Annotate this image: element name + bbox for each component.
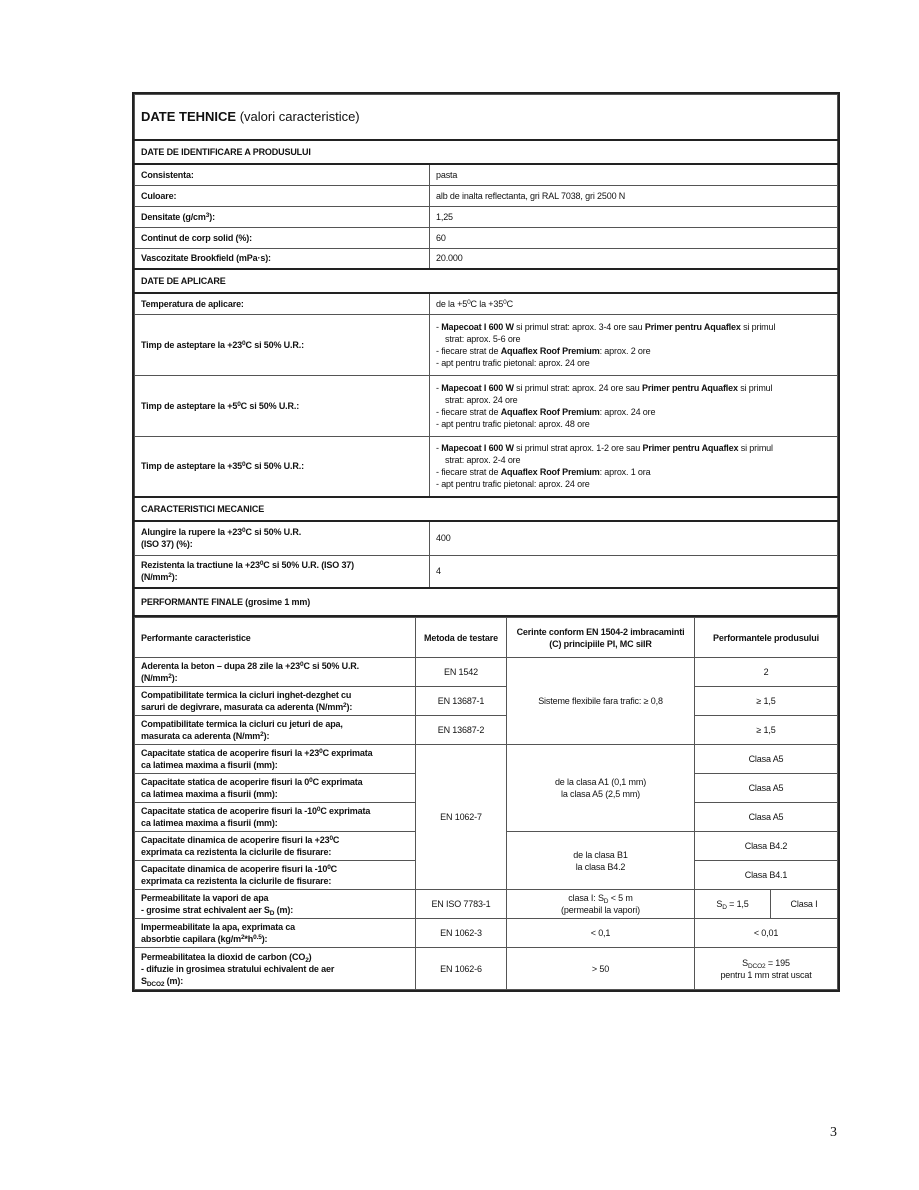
row-value: 400: [430, 521, 838, 555]
text-segment: 3: [205, 211, 210, 219]
text-segment: si primul strat: aprox. 3-4 ore sau: [513, 321, 645, 332]
perf-requirement: [507, 890, 695, 919]
row-label: [135, 521, 430, 555]
text-segment: 0: [242, 339, 246, 347]
text-segment: Impermeabilitate la apa, exprimata ca: [141, 922, 296, 932]
perf-method: EN 13687-1: [416, 687, 507, 716]
text-segment: ca latimea maxima a fisurii (mm):: [141, 789, 278, 799]
row-value: alb de inalta reflectanta, gri RAL 7038, gri 2500 N: [430, 185, 838, 206]
text-segment: Culoare:: [141, 190, 177, 201]
perf-method: EN 1542: [416, 658, 507, 687]
text-segment: Aquaflex Roof Premium: [500, 345, 600, 356]
text-segment: C si 50% U.R.:: [240, 400, 300, 411]
text-segment: 2: [343, 702, 347, 709]
text-segment: si primul: [737, 382, 773, 393]
text-segment: = 195: [765, 957, 790, 968]
text-segment: 0: [327, 864, 331, 871]
text-segment: Aquaflex Roof Premium: [500, 406, 600, 417]
text-segment: exprimata ca rezistenta la ciclurile de fisurare:: [141, 847, 332, 857]
perf-label: [135, 716, 416, 745]
text-segment: clasa I: S: [568, 893, 604, 903]
text-segment: (N/mm: [141, 572, 169, 583]
row-value: [430, 436, 838, 497]
text-segment: ): [308, 951, 312, 962]
text-segment: 0.5: [253, 934, 262, 941]
text-segment: 0: [503, 298, 507, 306]
perf-requirement: [507, 919, 695, 948]
perf-label: [135, 803, 416, 832]
perf-method: EN 13687-2: [416, 716, 507, 745]
row-label: [135, 555, 430, 588]
text-segment: Compatibilitate termica la cicluri inghet-dezghet cu: [141, 690, 352, 700]
text-segment: C si 50% U.R.: [245, 527, 302, 538]
text-segment: ca latimea maxima a fisurii (mm):: [141, 818, 278, 828]
text-segment: 0: [237, 400, 241, 408]
text-line: [436, 478, 831, 490]
text-segment: ):: [263, 731, 270, 741]
perf-requirement: [507, 658, 695, 745]
perf-label: [135, 745, 416, 774]
text-segment: S: [716, 899, 723, 909]
text-segment: - fiecare strat de: [436, 467, 501, 478]
text-segment: : aprox. 2 ore: [599, 345, 651, 356]
text-segment: < 0,1: [590, 928, 611, 938]
text-segment: - fiecare strat de: [436, 345, 501, 356]
text-segment: 0: [299, 661, 304, 668]
col-header-characteristic: Performante caracteristice: [135, 618, 416, 658]
row-label: Temperatura de aplicare:: [135, 293, 430, 314]
text-segment: de la +5: [436, 298, 468, 309]
perf-method: EN 1062-6: [416, 948, 507, 990]
col-header-requirements: Cerinte conform EN 1504-2 imbracaminti (C) principiile PI, MC siIR: [507, 618, 695, 658]
text-segment: Permeabilitate la vapori de apa: [141, 893, 269, 903]
technical-data-table: [132, 92, 840, 992]
text-line: [436, 321, 831, 333]
text-segment: 0: [467, 298, 471, 306]
perf-requirement: [507, 745, 695, 832]
perf-label: [135, 832, 416, 861]
text-segment: Consistenta:: [141, 169, 194, 180]
text-segment: DCO2: [748, 962, 766, 970]
row-value: 1,25: [430, 206, 838, 227]
row-label: [135, 227, 430, 248]
text-segment: saruri de degivrare, masurata ca aderenta (N/mm: [141, 702, 344, 712]
text-segment: : aprox. 24 ore: [599, 406, 656, 417]
perf-method: EN ISO 7783-1: [416, 890, 507, 919]
text-segment: -: [436, 321, 442, 332]
text-segment: strat: aprox. 5-6 ore: [445, 333, 521, 344]
text-segment: de la clasa A1 (0,1 mm): [554, 777, 647, 787]
text-segment: strat: aprox. 2-4 ore: [445, 455, 521, 466]
text-segment: Timp de asteptare la +5: [141, 400, 238, 411]
text-segment: ):: [171, 673, 178, 683]
text-segment: > 50: [591, 963, 610, 974]
text-segment: 2: [168, 572, 172, 580]
col-header-performance: Performantele produsului: [695, 618, 838, 658]
row-label: [135, 314, 430, 375]
text-segment: - difuzie in grosimea stratului echivalent de aer: [141, 963, 335, 974]
row-label: [135, 375, 430, 436]
text-segment: (m):: [274, 905, 294, 915]
perf-result-class: Clasa I: [771, 890, 838, 919]
text-segment: C la +35: [470, 298, 504, 309]
text-segment: pentru 1 mm strat uscat: [720, 969, 812, 980]
perf-result: [695, 948, 838, 990]
text-segment: Sisteme flexibile fara trafic: ≥ 0,8: [538, 696, 663, 706]
text-segment: Timp de asteptare la +35: [141, 461, 243, 472]
text-segment: - grosime strat echivalent aer S: [141, 905, 270, 915]
text-segment: Capacitate dinamica de acoperire fisuri la -10: [141, 864, 328, 874]
row-label: [135, 436, 430, 497]
text-segment: Primer pentru Aquaflex: [641, 382, 738, 393]
section-identification: DATE DE IDENTIFICARE A PRODUSULUI: [135, 140, 838, 164]
row-label: [135, 164, 430, 185]
text-segment: 0: [259, 560, 264, 568]
text-segment: D: [722, 904, 727, 911]
text-segment: Compatibilitate termica la cicluri cu jeturi de apa,: [141, 719, 343, 729]
page-number: 3: [830, 1125, 837, 1140]
perf-label: [135, 861, 416, 890]
text-segment: Aderenta la beton – dupa 28 zile la +23: [141, 661, 300, 671]
text-segment: Primer pentru Aquaflex: [642, 443, 739, 454]
row-value: 20.000: [430, 248, 838, 269]
perf-result: Clasa A5: [695, 774, 838, 803]
text-segment: - apt pentru trafic pietonal: aprox. 24 ore: [436, 357, 590, 368]
text-line: [436, 418, 831, 430]
perf-method: EN 1062-3: [416, 919, 507, 948]
text-segment: ):: [261, 934, 268, 944]
text-segment: < 5 m: [608, 893, 633, 903]
text-segment: 0: [319, 748, 323, 755]
text-segment: 0: [309, 777, 313, 784]
text-segment: Capacitate statica de acoperire fisuri la +23: [141, 748, 320, 758]
section-mechanical: CARACTERISTICI MECANICE: [135, 497, 838, 521]
row-label: [135, 185, 430, 206]
text-segment: exprimata ca rezistenta la ciclurile de fisurare:: [141, 876, 332, 886]
perf-result: Clasa A5: [695, 803, 838, 832]
row-label: [135, 248, 430, 269]
text-segment: Primer pentru Aquaflex: [644, 321, 741, 332]
text-segment: C: [330, 864, 338, 874]
text-line: [436, 345, 831, 357]
text-segment: masurata ca aderenta (N/mm: [141, 731, 261, 741]
text-segment: 2: [305, 956, 309, 964]
row-value: pasta: [430, 164, 838, 185]
text-segment: si primul: [740, 321, 776, 332]
text-line: [436, 454, 831, 466]
text-segment: (N/mm: [141, 673, 169, 683]
text-line: [436, 406, 831, 418]
text-segment: S: [141, 975, 147, 986]
text-segment: S: [742, 957, 748, 968]
row-value: 60: [430, 227, 838, 248]
text-segment: Mapecoat I 600 W: [441, 443, 514, 454]
text-segment: C exprimata: [320, 806, 371, 816]
section-application: DATE DE APLICARE: [135, 269, 838, 293]
text-line: [436, 394, 831, 406]
text-segment: 0: [242, 527, 246, 535]
perf-label: [135, 774, 416, 803]
perf-result: Clasa B4.2: [695, 832, 838, 861]
text-segment: - apt pentru trafic pietonal: aprox. 24 ore: [436, 479, 590, 490]
text-segment: = 1,5: [726, 899, 749, 909]
text-segment: Vascozitate Brookfield (mPa·s):: [141, 253, 271, 264]
perf-requirement: [507, 948, 695, 990]
perf-label: [135, 687, 416, 716]
text-segment: Capacitate statica de acoperire fisuri la -10: [141, 806, 317, 816]
text-segment: (permeabil la vapori): [561, 905, 640, 915]
text-segment: Permeabilitatea la dioxid de carbon (CO: [141, 951, 306, 962]
perf-result: Clasa B4.1: [695, 861, 838, 890]
text-segment: C exprimata: [322, 748, 373, 758]
row-label: [135, 206, 430, 227]
text-segment: C exprimata: [312, 777, 363, 787]
text-segment: Alungire la rupere la +23: [141, 527, 243, 538]
row-value: [430, 293, 838, 314]
text-segment: C: [506, 298, 513, 309]
text-segment: C: [332, 835, 340, 845]
text-segment: ):: [171, 572, 178, 583]
text-segment: Mapecoat I 600 W: [441, 382, 514, 393]
perf-requirement: [507, 832, 695, 890]
perf-result: 2: [695, 658, 838, 687]
row-value: [430, 314, 838, 375]
text-segment: 0: [329, 835, 333, 842]
performance-header-rest: (grosime 1 mm): [242, 597, 311, 607]
text-segment: si primul strat: aprox. 24 ore sau: [513, 382, 642, 393]
text-segment: C si 50% U.R.: [303, 661, 360, 671]
perf-result: ≥ 1,5: [695, 716, 838, 745]
text-segment: absorbtie capilara (kg/m: [141, 934, 241, 944]
text-line: [436, 357, 831, 369]
title-bold: DATE TEHNICE: [141, 109, 237, 124]
text-segment: C si 50% U.R.:: [245, 339, 304, 350]
text-segment: Timp de asteptare la +23: [141, 339, 243, 350]
text-segment: la clasa A5 (2,5 mm): [560, 789, 641, 799]
text-segment: 2: [260, 731, 264, 738]
perf-label: [135, 948, 416, 990]
performance-header-bold: PERFORMANTE FINALE: [141, 597, 243, 607]
text-segment: de la clasa B1: [573, 849, 628, 860]
text-segment: ):: [346, 702, 353, 712]
text-line: [436, 466, 831, 478]
row-value: 4: [430, 555, 838, 588]
title-rest: (valori caracteristice): [236, 109, 360, 124]
text-segment: la clasa B4.2: [575, 861, 626, 872]
text-segment: 2: [168, 673, 172, 680]
section-performance: [135, 588, 838, 616]
text-line: [436, 382, 831, 394]
text-segment: -: [436, 443, 442, 454]
text-segment: : aprox. 1 ora: [599, 467, 651, 478]
text-segment: strat: aprox. 24 ore: [445, 394, 518, 405]
text-segment: (ISO 37) (%):: [141, 539, 193, 550]
text-segment: D: [603, 898, 609, 905]
table-title: [135, 95, 838, 141]
perf-method: EN 1062-7: [416, 745, 507, 890]
text-segment: Aquaflex Roof Premium: [500, 467, 600, 478]
text-segment: Capacitate dinamica de acoperire fisuri la +23: [141, 835, 330, 845]
text-line: [436, 333, 831, 345]
text-segment: 2: [240, 934, 245, 941]
perf-label: [135, 658, 416, 687]
perf-result: ≥ 1,5: [695, 687, 838, 716]
text-segment: 0: [242, 461, 246, 469]
text-segment: Mapecoat I 600 W: [441, 321, 514, 332]
text-segment: (m):: [164, 975, 184, 986]
col-header-method: Metoda de testare: [416, 618, 507, 658]
text-line: [436, 442, 831, 454]
perf-result: [695, 890, 771, 919]
perf-label: [135, 919, 416, 948]
text-segment: - fiecare strat de: [436, 406, 501, 417]
text-segment: - apt pentru trafic pietonal: aprox. 48 ore: [436, 418, 590, 429]
perf-label: [135, 890, 416, 919]
text-segment: Densitate (g/cm: [141, 211, 206, 222]
text-segment: Rezistenta la tractiune la +23: [141, 560, 260, 571]
text-segment: si primul strat aprox. 1-2 ore sau: [513, 443, 643, 454]
row-value: [430, 375, 838, 436]
text-segment: -: [436, 382, 442, 393]
text-segment: Capacitate statica de acoperire fisuri la 0: [141, 777, 310, 787]
text-segment: *h: [244, 934, 254, 944]
text-segment: C si 50% U.R. (ISO 37): [263, 560, 355, 571]
text-segment: 0: [316, 806, 321, 813]
text-segment: DCO2: [146, 980, 165, 988]
text-segment: Continut de corp solid (%):: [141, 232, 252, 243]
text-segment: D: [269, 910, 275, 917]
text-segment: si primul: [738, 443, 773, 454]
text-segment: ca latimea maxima a fisurii (mm):: [141, 760, 278, 770]
text-segment: C si 50% U.R.:: [245, 461, 304, 472]
text-segment: ):: [209, 211, 215, 222]
perf-result: < 0,01: [695, 919, 838, 948]
perf-result: Clasa A5: [695, 745, 838, 774]
